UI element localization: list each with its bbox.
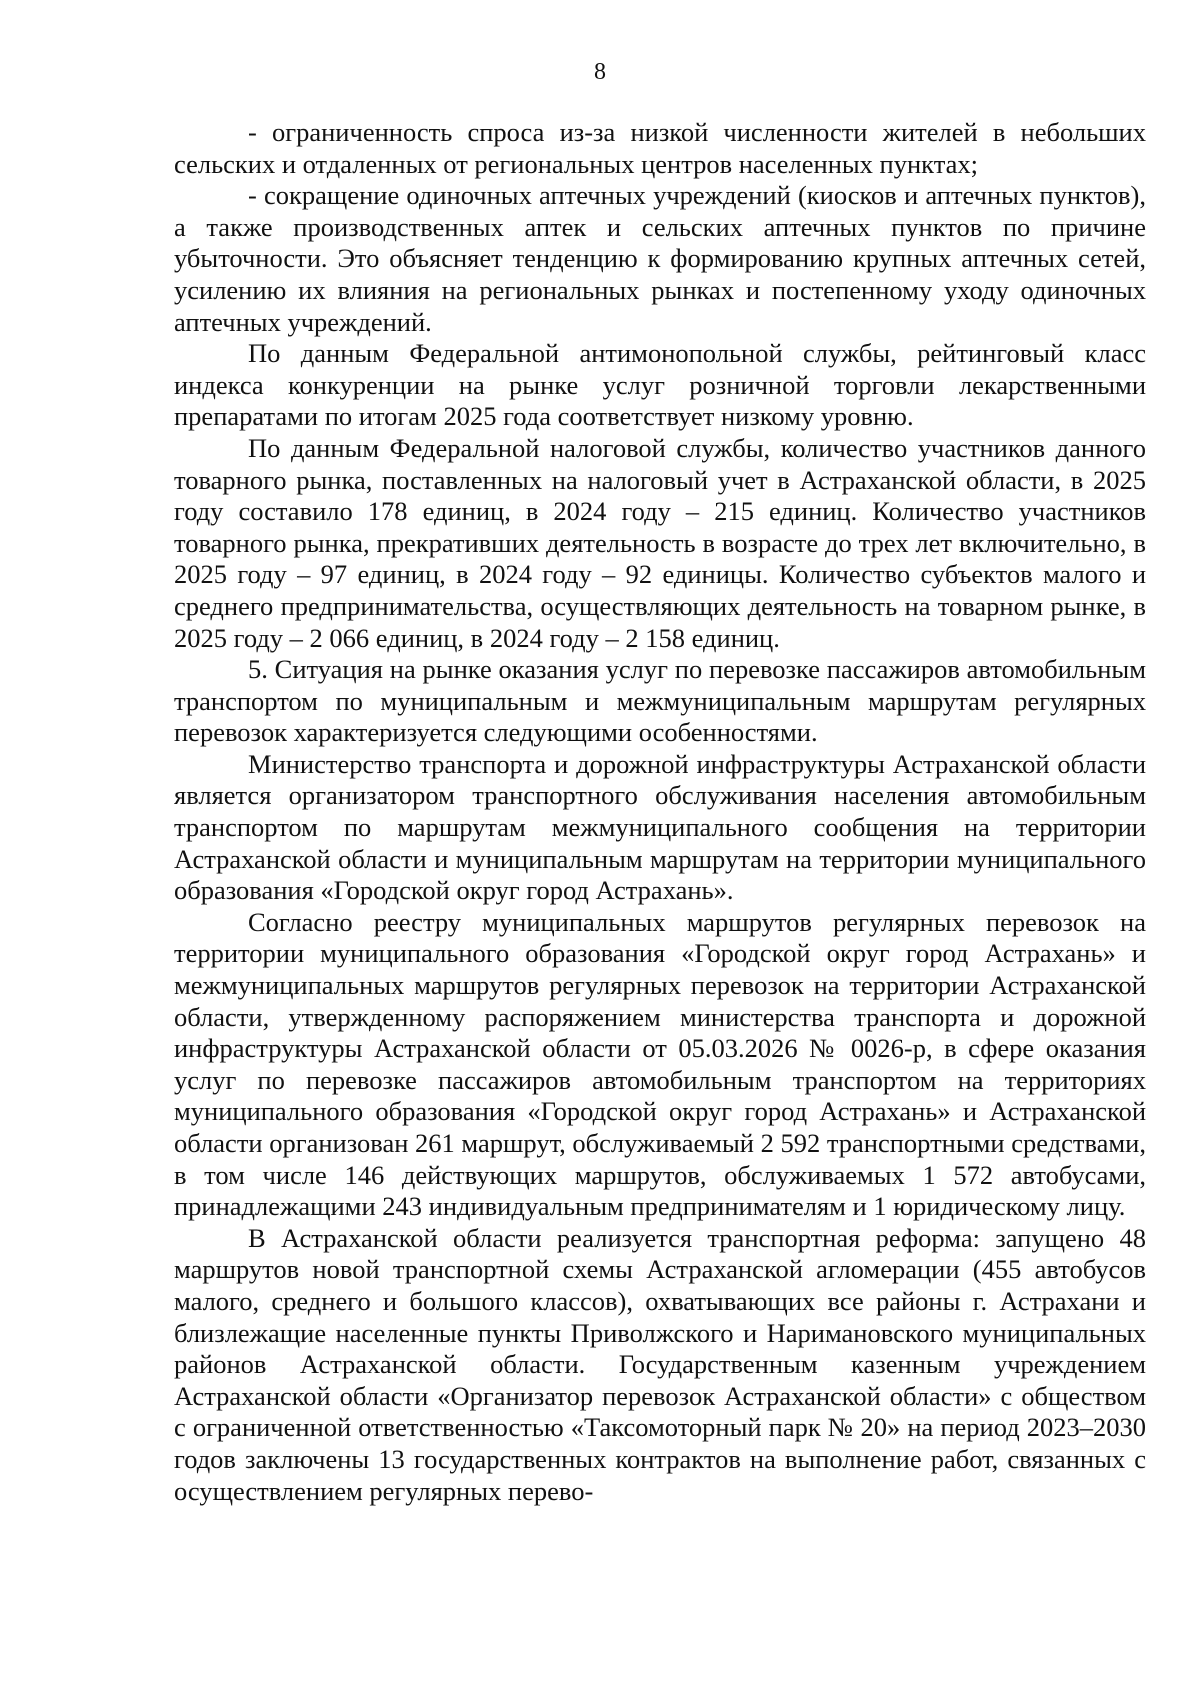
paragraph-tax-service-data: По данным Федеральной налоговой службы, количество участников данного товарного рынка, поставленных на налоговый учет в Астраханской области, в 2025 году составило 178 единиц, в 2024 году – 215 единиц. Количество участников товарного рынка, прекративших деятельность в возрасте до трех лет включительно, в 2025 году – 97 единиц, в 2024 году – 92 единицы. Количество субъектов малого и среднего предпринимательства, осуществляющих деятельность на товарном рынке, в 2025 году – 2 066 единиц, в 2024 году – 2 158 единиц. [174, 432, 1146, 653]
paragraph-transport-market-heading: 5. Ситуация на рынке оказания услуг по перевозке пассажиров автомобильным транспортом по муниципальным и межмуниципальным маршрутам регулярных перевозок характеризуется следующими особенностями. [174, 654, 1146, 748]
paragraph-fas-competition-index: По данным Федеральной антимонопольной службы, рейтинговый класс индекса конкуренции на рынке услуг розничной торговли лекарственными препаратами по итогам 2025 года соответствует низкому уровню. [174, 338, 1146, 432]
paragraph-transport-reform: В Астраханской области реализуется транспортная реформа: запущено 48 маршрутов новой транспортной схемы Астраханской агломерации (455 автобусов малого, среднего и большого классов), охватывающих все районы г. Астрахани и близлежащие населенные пункты Приволжского и Наримановского муниципальных районов Астраханской области. Государственным казенным учреждением Астраханской области «Организатор перевозок Астраханской области» с обществом с ограниченной ответственностью «Таксомоторный парк № 20» на период 2023–2030 годов заключены 13 государственных контрактов на выполнение работ, связанных с осуществлением регулярных перево- [174, 1222, 1146, 1506]
paragraph-pharmacy-reduction: - сокращение одиночных аптечных учреждений (киосков и аптечных пунктов), а также производственных аптек и сельских аптечных пунктов по причине убыточности. Это объясняет тенденцию к формированию крупных аптечных сетей, усилению их влияния на региональных рынках и постепенному уходу одиночных аптечных учреждений. [174, 180, 1146, 337]
paragraph-route-registry: Согласно реестру муниципальных маршрутов регулярных перевозок на территории муниципального образования «Городской округ город Астрахань» и межмуниципальных маршрутов регулярных перевозок на территории Астраханской области, утвержденному распоряжением министерства транспорта и дорожной инфраструктуры Астраханской области от 05.03.2026 № 0026-р, в сфере оказания услуг по перевозке пассажиров автомобильным транспортом на территориях муниципального образования «Городской округ город Астрахань» и Астраханской области организован 261 маршрут, обслуживаемый 2 592 транспортными средствами, в том числе 146 действующих маршрутов, обслуживаемых 1 572 автобусами, принадлежащими 243 индивидуальным предпринимателям и 1 юридическому лицу. [174, 906, 1146, 1222]
page-number: 8 [594, 59, 606, 85]
document-body [174, 117, 1146, 1507]
paragraph-transport-ministry: Министерство транспорта и дорожной инфраструктуры Астраханской области является организатором транспортного обслуживания населения автомобильным транспортом по маршрутам межмуниципального сообщения на территории Астраханской области и муниципальным маршрутам на территории муниципального образования «Городской округ город Астрахань». [174, 748, 1146, 906]
paragraph-demand-limitation: - ограниченность спроса из-за низкой численности жителей в небольших сельских и отдаленных от региональных центров населенных пунктах; [174, 117, 1146, 179]
